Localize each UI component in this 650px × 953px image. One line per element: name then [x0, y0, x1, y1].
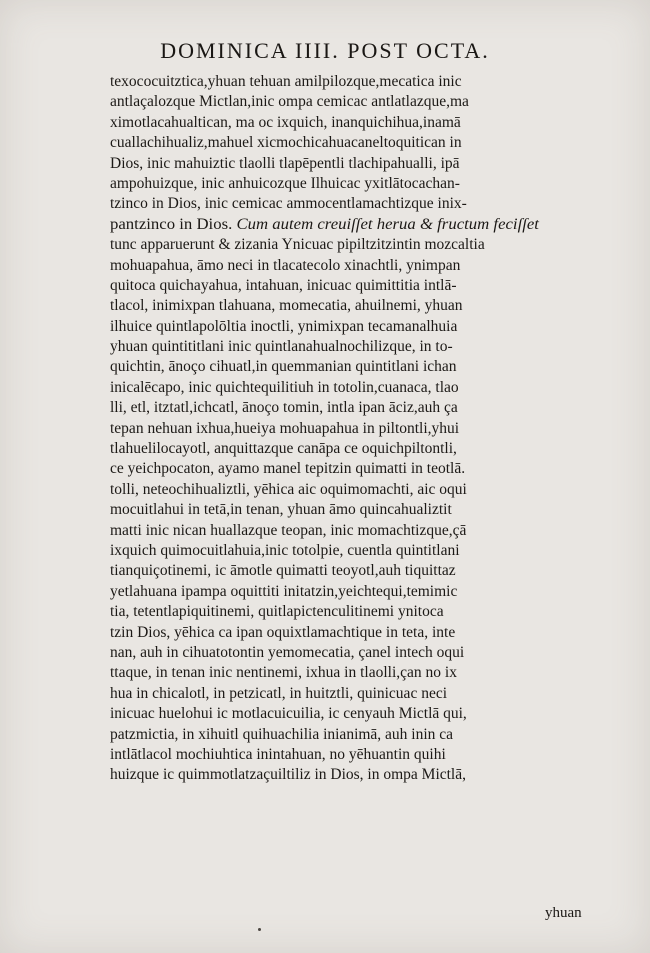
- text-line: ce yeichpocaton, ayamo manel tepitzin quimatti in teotlā.: [110, 460, 466, 478]
- running-head: DOMINICA IIII. POST OCTA.: [160, 38, 490, 63]
- text-line: tepan nehuan ixhua,hueiya mohuapahua in piltontli,yhui: [110, 419, 460, 437]
- text-line: tlacol, inimixpan tlahuana, momecatia, ahuilnemi, yhuan: [110, 297, 463, 315]
- text-line: ampohuizque, inic anhuicozque Ilhuicac yxitlātocachan-: [110, 174, 460, 192]
- text-line-with-latin: [110, 215, 637, 235]
- text-line: yhuan quintititlani inic quintlanahualnochilizque, in to-: [110, 338, 453, 356]
- text-line: matti inic nican huallazque teopan, inic momachtizque,çā: [110, 521, 467, 539]
- text-line: tlahuelilocayotl, anquittazque canāpa ce oquichpiltontli,: [110, 440, 457, 458]
- text-line: tunc apparuerunt & zizania Ynicuac pipiltzitzintin mozcaltia: [110, 236, 485, 254]
- text-line: Dios, inic mahuiztic tlaolli tlapēpentli tlachipahualli, ipā: [110, 154, 460, 172]
- text-line: tianquiçotinemi, ic āmotle quimatti teoyotl,auh tiquittaz: [110, 562, 456, 580]
- text-line: nan, auh in cihuatotontin yemomecatia, çanel intech oqui: [110, 643, 465, 661]
- text-line: ixquich quimocuitlahuia,inic totolpie, cuentla quintitlani: [110, 541, 460, 559]
- text-line: patzmictia, in xihuitl quihuachilia inianimā, auh inin ca: [110, 725, 454, 743]
- text-line: tia, tetentlapiquitinemi, quitlapictenculitinemi ynitoca: [110, 603, 444, 621]
- text-line: inicuac huelohui ic motlacuicuilia, ic cenyauh Mictlā qui,: [110, 705, 467, 723]
- text-line: inicalēcapo, inic quichtequilitiuh in totolin,cuanaca, tlao: [110, 378, 459, 396]
- text-fragment: pantzinco in Dios.: [110, 215, 233, 233]
- text-line: texococuitztica,yhuan tehuan amilpilozque,mecatica inic: [110, 73, 462, 90]
- text-line: quitoca quichayahua, intahuan, inicuac quimittitia intlā-: [110, 276, 457, 294]
- text-line: intlātlacol mochiuhtica inintahuan, no yēhuantin quihi: [110, 745, 446, 763]
- text-line: mocuitlahui in tetā,in tenan, yhuan āmo quincahualiztit: [110, 501, 452, 519]
- text-line: lli, etl, itztatl,ichcatl, ānoço tomin, intla ipan āciz,auh ça: [110, 399, 458, 417]
- text-line: ttaque, in tenan inic nentinemi, ixhua in tlaolli,çan no ix: [110, 664, 457, 682]
- text-line: tzinco in Dios, inic cemicac ammocentlamachtizque inix-: [110, 195, 467, 213]
- text-line: huizque ic quimmotlatzaçuiltiliz in Dios, in ompa Mictlā,: [110, 766, 466, 784]
- latin-phrase: Cum autem creuiſſet herua & fructum feciſſet: [236, 215, 539, 233]
- text-line: hua in chicalotl, in petzicatl, in huitztli, quinicuac neci: [110, 684, 448, 702]
- text-line: tzin Dios, yēhica ca ipan oquixtlamachtique in teta, inte: [110, 623, 456, 641]
- catchword: yhuan: [545, 905, 582, 921]
- text-line: tolli, neteochihualiztli, yēhica aic oquimomachti, aic oqui: [110, 480, 467, 498]
- ink-speck: [258, 928, 261, 931]
- text-line: cuallachihualiz,mahuel xicmochicahuacaneltoquitican in: [110, 134, 462, 152]
- text-line: ximotlacahualtican, ma oc ixquich, inanquichihua,inamā: [110, 113, 461, 131]
- text-line: mohuapahua, āmo neci in tlacatecolo xinachtli, ynimpan: [110, 256, 461, 274]
- text-line: quichtin, ānoço cihuatl,in quemmanian quintitlani ichan: [110, 358, 457, 376]
- text-line: ilhuice quintlapolōltia inoctli, ynimixpan tecamanalhuia: [110, 317, 458, 335]
- body-text: [110, 72, 598, 786]
- text-line: antlaçalozque Mictlan,inic ompa cemicac antlatlazque,ma: [110, 93, 469, 111]
- text-line: yetlahuana ipampa oquittiti initatzin,yeichtequi,temimic: [110, 582, 458, 600]
